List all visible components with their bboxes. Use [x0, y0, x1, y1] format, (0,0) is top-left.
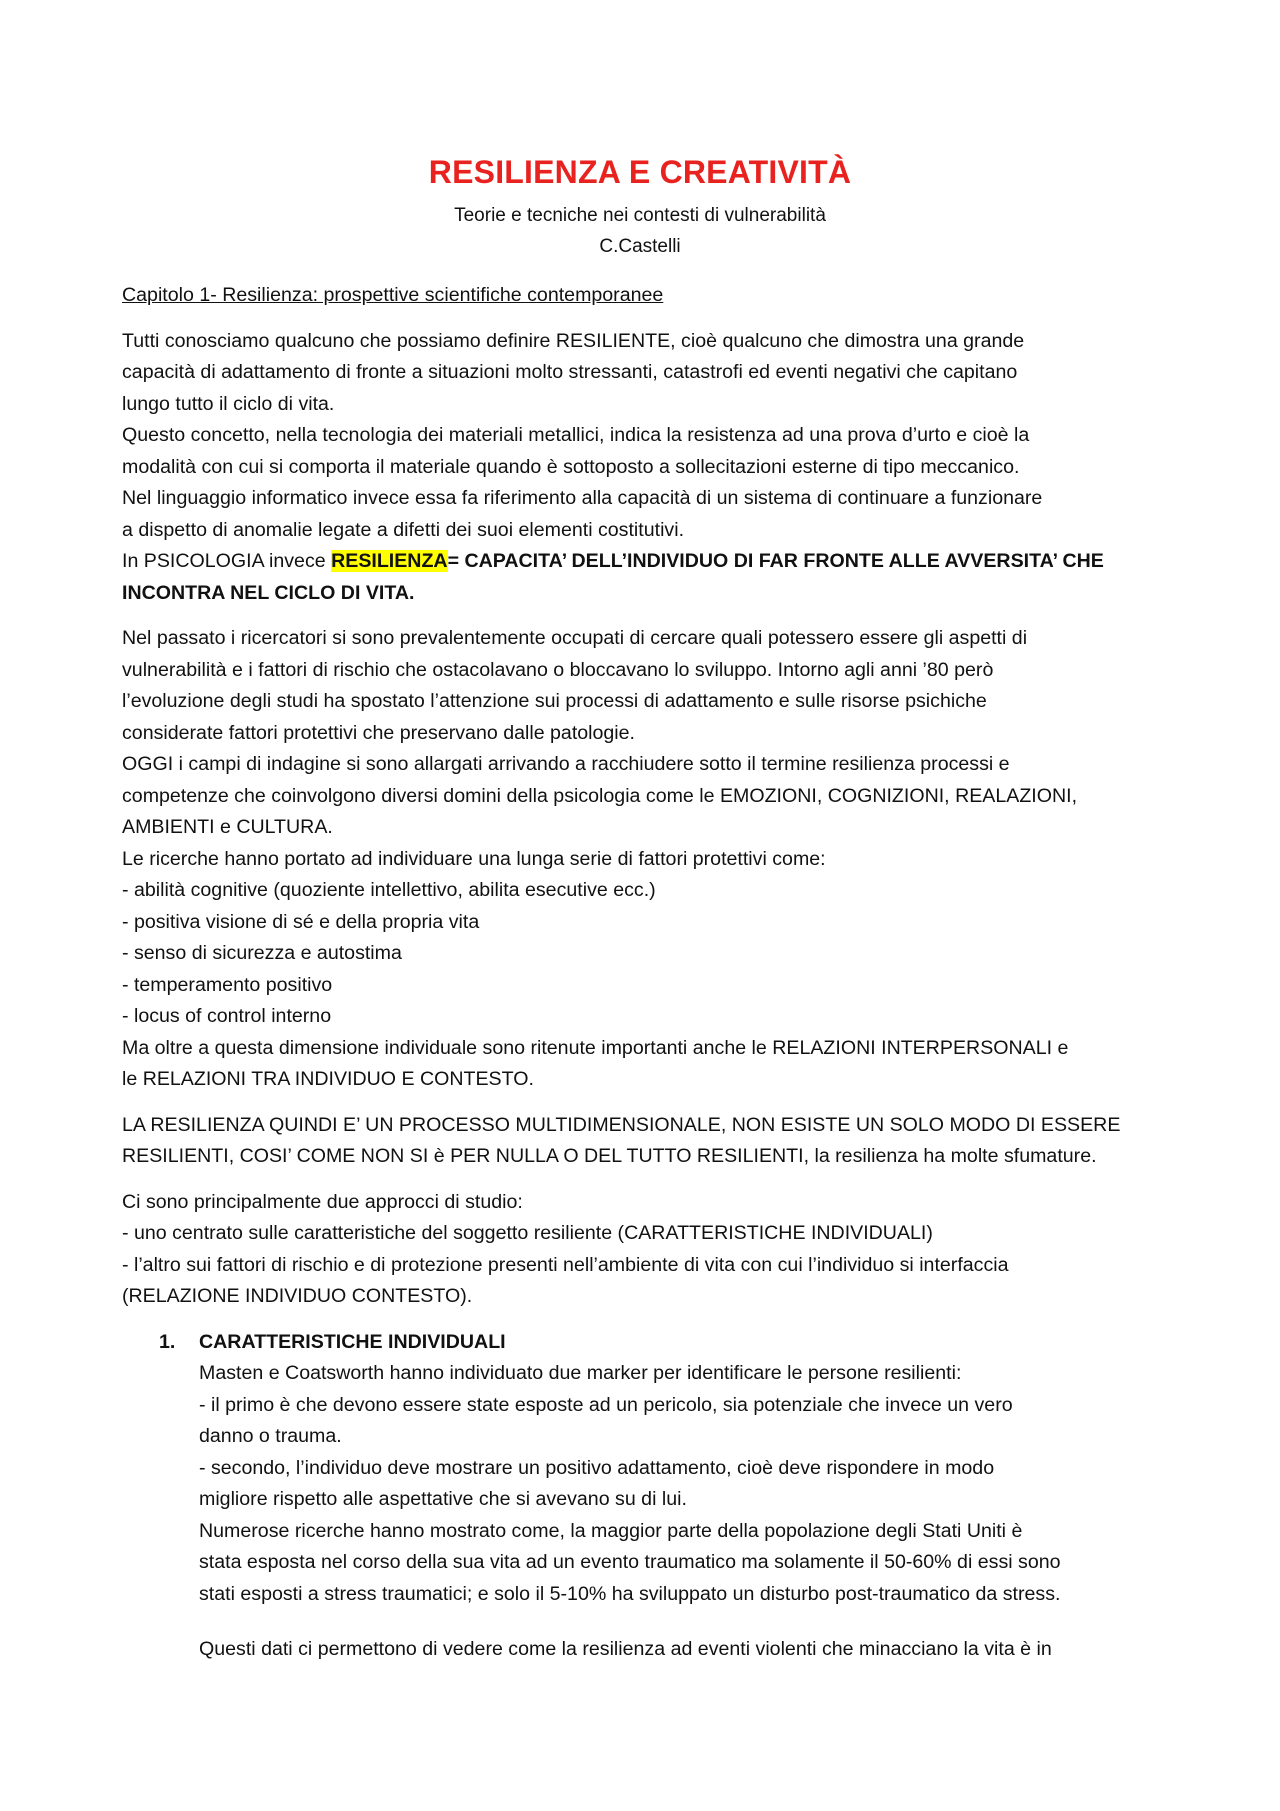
text-line: stati esposti a stress traumatici; e solo il 5-10% ha sviluppato un disturbo post-traumatico da stress.	[199, 1582, 1061, 1605]
text-line: vulnerabilità e i fattori di rischio che ostacolavano o bloccavano lo sviluppo. Intorno agli anni ’80 però	[122, 658, 994, 681]
text-line: Tutti conosciamo qualcuno che possiamo definire RESILIENTE, cioè qualcuno che dimostra una grande	[122, 329, 1025, 352]
text-line: (RELAZIONE INDIVIDUO CONTESTO).	[122, 1285, 473, 1307]
list-item: - l’altro sui fattori di rischio e di protezione presenti nell’ambiente di vita con cui l’individuo si interfaccia	[122, 1253, 1009, 1276]
text-line: RESILIENTI, COSI’ COME NON SI è PER NULLA O DEL TUTTO RESILIENTI, la resilienza ha molte sfumature.	[122, 1145, 1097, 1167]
text-line: - il primo è che devono essere state esposte ad un pericolo, sia potenziale che invece un vero	[199, 1393, 1013, 1416]
definition-text: = CAPACITA’ DELL’INDIVIDUO DI FAR FRONTE ALLE AVVERSITA’ CHE	[447, 550, 1104, 572]
section-number: 1.	[159, 1330, 176, 1353]
text-line: Nel linguaggio informatico invece essa fa riferimento alla capacità di un sistema di continuare a funzionare	[122, 487, 1043, 509]
text-line: Le ricerche hanno portato ad individuare una lunga serie di fattori protettivi come:	[122, 847, 826, 870]
text-line: competenze che coinvolgono diversi domini della psicologia come le EMOZIONI, COGNIZIONI, REALAZIONI,	[122, 784, 1078, 807]
list-item: - temperamento positivo	[122, 973, 333, 996]
text-line: Numerose ricerche hanno mostrato come, la maggior parte della popolazione degli Stati Uniti è	[199, 1519, 1023, 1542]
paragraph-multidimensional	[122, 1110, 1162, 1173]
document-body	[122, 280, 1162, 1666]
document-title: RESILIENZA E CREATIVITÀ	[428, 154, 852, 190]
text-line	[122, 546, 1162, 578]
text-line: Questi dati ci permettono di vedere come la resilienza ad eventi violenti che minacciano la vita è in	[199, 1638, 1052, 1660]
list-item: - uno centrato sulle caratteristiche del soggetto resiliente (CARATTERISTICHE INDIVIDUALI)	[122, 1222, 933, 1244]
text-line: danno o trauma.	[199, 1425, 342, 1447]
text-line: migliore rispetto alle aspettative che si avevano su di lui.	[199, 1488, 687, 1510]
section-individual-characteristics	[122, 1327, 1162, 1666]
chapter-heading: Capitolo 1- Resilienza: prospettive scientifiche contemporanee	[122, 284, 664, 306]
definition-text: INCONTRA NEL CICLO DI VITA.	[122, 581, 415, 604]
text-line: l’evoluzione degli studi ha spostato l’attenzione sui processi di adattamento e sulle risorse psichiche	[122, 690, 987, 712]
paragraph-definition	[122, 326, 1162, 610]
text-line: stata esposta nel corso della sua vita ad un evento traumatico ma solamente il 50-60% di essi sono	[199, 1551, 1061, 1573]
section-title: CARATTERISTICHE INDIVIDUALI	[199, 1330, 506, 1353]
text-line: capacità di adattamento di fronte a situazioni molto stressanti, catastrofi ed eventi negativi che capitano	[122, 361, 1018, 383]
document-author: C.Castelli	[599, 236, 681, 257]
text-line: le RELAZIONI TRA INDIVIDUO E CONTESTO.	[122, 1068, 534, 1090]
paragraph-approaches	[122, 1187, 1162, 1313]
text-line: a dispetto di anomalie legate a difetti dei suoi elementi costitutivi.	[122, 518, 685, 541]
text-line: - secondo, l’individuo deve mostrare un positivo adattamento, cioè deve rispondere in modo	[199, 1456, 995, 1479]
text-line: LA RESILIENZA QUINDI E’ UN PROCESSO MULTIDIMENSIONALE, NON ESISTE UN SOLO MODO DI ESSERE	[122, 1113, 1121, 1136]
highlighted-term: RESILIENZA	[331, 550, 448, 572]
list-item: - positiva visione di sé e della propria vita	[122, 910, 480, 933]
text-line: AMBIENTI e CULTURA.	[122, 816, 333, 838]
text-line: Questo concetto, nella tecnologia dei materiali metallici, indica la resistenza ad una prova d’urto e cioè la	[122, 424, 1030, 446]
text-line: modalità con cui si comporta il materiale quando è sottoposto a sollecitazioni esterne di tipo meccanico.	[122, 455, 1020, 478]
text-line: Ma oltre a questa dimensione individuale sono ritenute importanti anche le RELAZIONI INTERPERSONALI e	[122, 1036, 1069, 1059]
paragraph-history	[122, 623, 1162, 1096]
paragraph-gap	[199, 1610, 1162, 1634]
list-item: - abilità cognitive (quoziente intellettivo, abilita esecutive ecc.)	[122, 879, 656, 901]
text-line: Ci sono principalmente due approcci di studio:	[122, 1190, 523, 1213]
text-line: OGGI i campi di indagine si sono allargati arrivando a racchiudere sotto il termine resilienza processi e	[122, 753, 1010, 775]
text-line: Masten e Coatsworth hanno individuato due marker per identificare le persone resilienti:	[199, 1362, 962, 1384]
list-item: - locus of control interno	[122, 1005, 332, 1027]
document-subtitle: Teorie e tecniche nei contesti di vulnerabilità	[454, 205, 826, 226]
text-line: Nel passato i ricercatori si sono prevalentemente occupati di cercare quali potessero essere gli aspetti di	[122, 627, 1028, 649]
list-item: - senso di sicurezza e autostima	[122, 942, 402, 964]
text-line: lungo tutto il ciclo di vita.	[122, 392, 335, 415]
text-segment: In PSICOLOGIA invece	[122, 550, 332, 572]
text-line: considerate fattori protettivi che preservano dalle patologie.	[122, 721, 636, 744]
